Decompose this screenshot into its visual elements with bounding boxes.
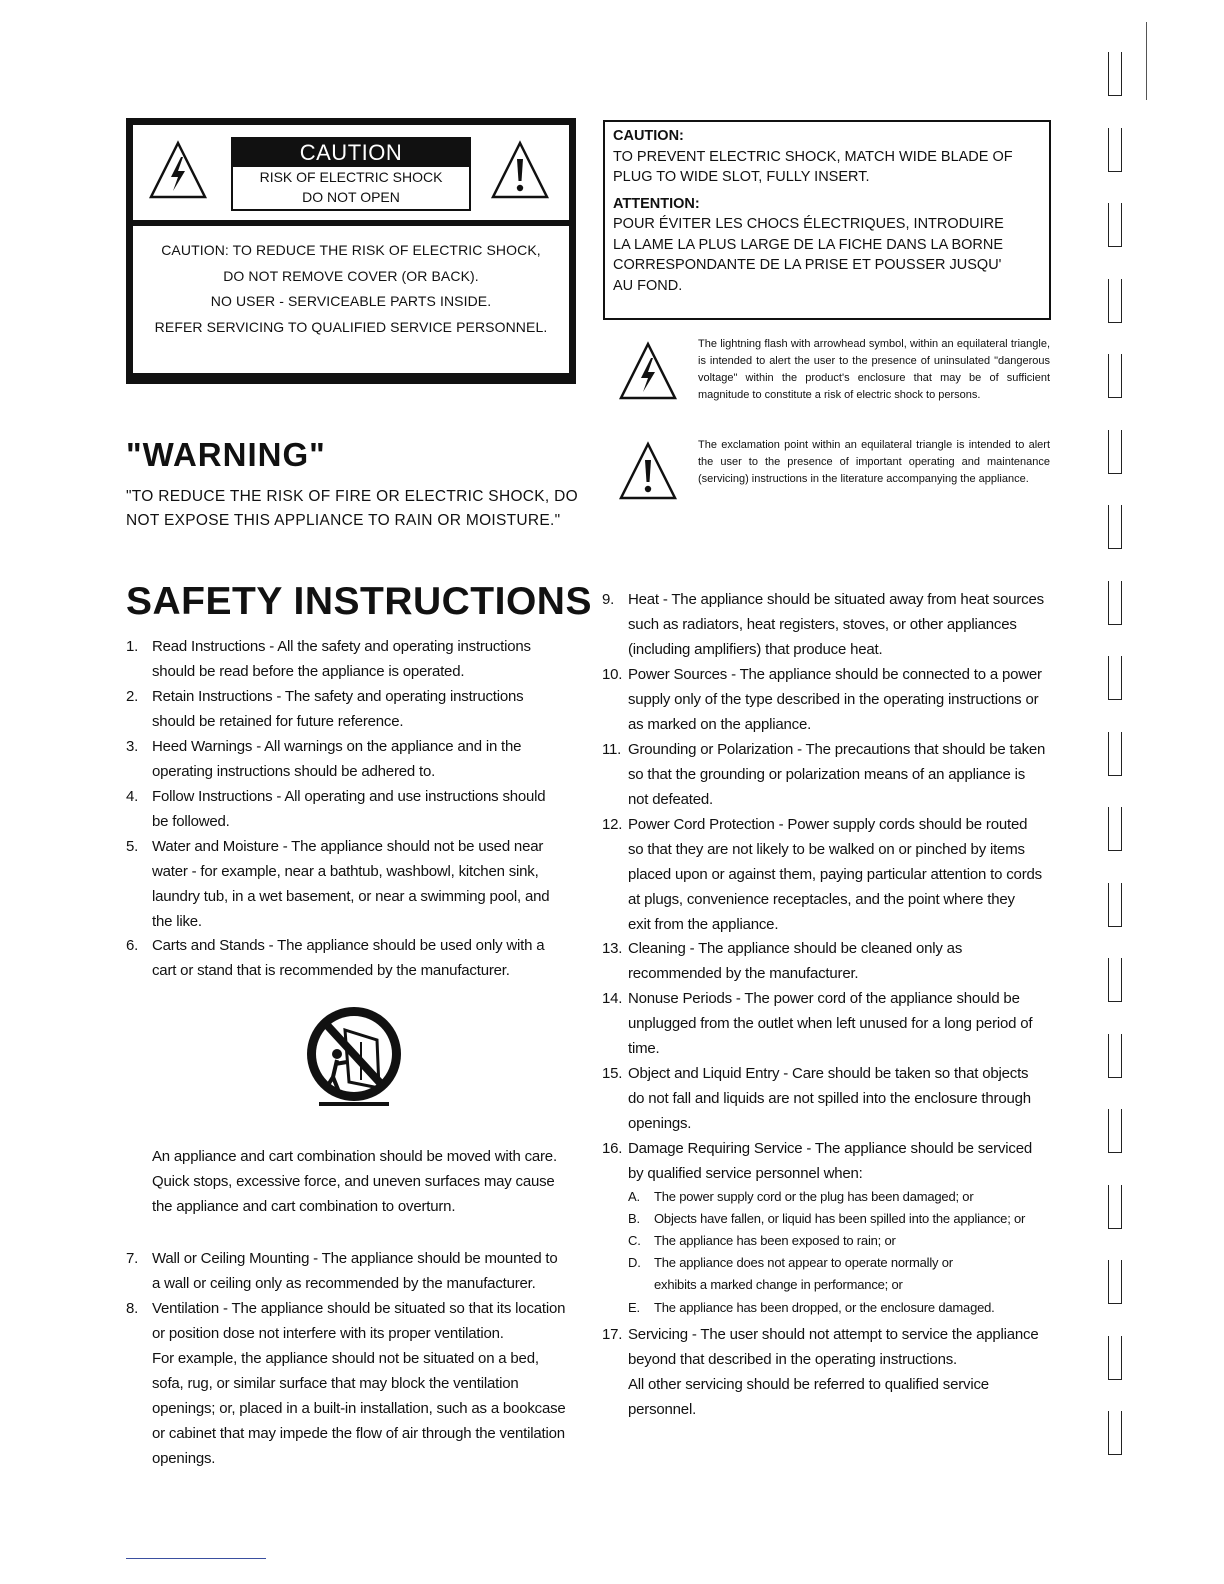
safety-item-line: Power Cord Protection - Power supply cords should be routed (628, 816, 1028, 833)
binding-mark (1108, 1336, 1122, 1380)
exclamation-symbol-description: The exclamation point within an equilateral triangle is intended to alert the user to the presence of important operating and maintenance (servicing) instructions in the literature accompanying the appliance. (698, 439, 1050, 485)
safety-item-line: should be read before the appliance is operated. (152, 663, 465, 680)
safety-item (602, 662, 1062, 737)
safety-item (126, 634, 586, 684)
safety-item-line: be followed. (152, 813, 230, 830)
safety-item-line: Carts and Stands - The appliance should be used only with a (152, 937, 545, 954)
plug-attention-line: AU FOND. (613, 277, 683, 294)
damage-subitem (628, 1230, 1058, 1252)
safety-item (602, 1322, 1062, 1422)
safety-item-number: 17. (602, 1326, 623, 1343)
safety-item (126, 734, 586, 784)
safety-item-line: placed upon or against them, paying particular attention to cords (628, 866, 1042, 883)
safety-item-number: 3. (126, 738, 139, 755)
binding-mark (1108, 1260, 1122, 1304)
safety-item (602, 737, 1062, 812)
plug-attention-line: CORRESPONDANTE DE LA PRISE ET POUSSER JUSQU' (613, 257, 1002, 273)
safety-item-line: (including amplifiers) that produce heat. (628, 641, 883, 658)
safety-item-line: Damage Requiring Service - The appliance should be serviced (628, 1140, 1032, 1157)
safety-item (602, 1061, 1062, 1136)
safety-item-number: 5. (126, 838, 139, 855)
footer-rule (126, 1558, 266, 1559)
safety-item (602, 812, 1062, 937)
binding-mark (1108, 203, 1122, 247)
safety-item-number: 1. (126, 638, 139, 655)
safety-item-line: recommended by the manufacturer. (628, 965, 859, 982)
warning-title: "WARNING" (126, 436, 326, 473)
damage-subitem (628, 1208, 1058, 1230)
damage-subitem-line: The appliance does not appear to operate normally or (654, 1255, 953, 1270)
safety-item-line: For example, the appliance should not be situated on a bed, (152, 1350, 539, 1367)
safety-item (126, 933, 586, 983)
binding-mark (1108, 505, 1122, 549)
binding-mark (1108, 1411, 1122, 1455)
safety-item (126, 834, 586, 934)
safety-item-line: supply only of the type described in the operating instructions or (628, 691, 1039, 708)
safety-item-line: Heat - The appliance should be situated away from heat sources (628, 591, 1044, 608)
safety-item-number: 7. (126, 1250, 139, 1267)
lightning-warning-icon (147, 139, 209, 201)
binding-mark (1108, 581, 1122, 625)
caution-sign-line-2: DO NOT OPEN (302, 189, 400, 205)
caution-sign (231, 137, 471, 211)
damage-subitem-line: The appliance has been dropped, or the enclosure damaged. (654, 1300, 995, 1315)
binding-mark (1108, 1185, 1122, 1229)
safety-item-line: cart or stand that is recommended by the manufacturer. (152, 962, 510, 979)
safety-item-line: exit from the appliance. (628, 916, 779, 933)
plug-caution-heading: CAUTION: (613, 128, 684, 144)
safety-item-line: All other servicing should be referred to qualified service (628, 1376, 989, 1393)
damage-subitem-line: The power supply cord or the plug has been damaged; or (654, 1189, 974, 1204)
safety-item-number: 9. (602, 591, 615, 608)
caution-header (133, 125, 569, 220)
safety-item-number: 4. (126, 788, 139, 805)
safety-item-line: a wall or ceiling only as recommended by the manufacturer. (152, 1275, 536, 1292)
safety-item (602, 587, 1062, 662)
scan-edge-line (1146, 22, 1147, 100)
binding-mark (1108, 656, 1122, 700)
binding-mark (1108, 1034, 1122, 1078)
binding-mark (1108, 807, 1122, 851)
safety-item-number: 8. (126, 1300, 139, 1317)
safety-item-line: water - for example, near a bathtub, washbowl, kitchen sink, (152, 863, 539, 880)
safety-item (126, 1246, 586, 1296)
safety-item-line: openings; or, placed in a built-in installation, such as a bookcase (152, 1400, 566, 1417)
binding-mark (1108, 958, 1122, 1002)
plug-caution-line: TO PREVENT ELECTRIC SHOCK, MATCH WIDE BLADE OF (613, 148, 1013, 165)
damage-subitem (628, 1252, 1058, 1296)
plug-caution-line: PLUG TO WIDE SLOT, FULLY INSERT. (613, 169, 870, 185)
safety-item-line: sofa, rug, or similar surface that may block the ventilation (152, 1375, 519, 1392)
caution-sign-line-1: RISK OF ELECTRIC SHOCK (259, 169, 443, 185)
caution-notice-line: CAUTION: TO REDUCE THE RISK OF ELECTRIC SHOCK, (161, 242, 541, 258)
cart-caution-paragraph (152, 1144, 582, 1219)
warning-text: "TO REDUCE THE RISK OF FIRE OR ELECTRIC SHOCK, DO NOT EXPOSE THIS APPLIANCE TO RAIN OR MOISTURE." (126, 488, 578, 529)
safety-item (126, 684, 586, 734)
safety-item-line: Power Sources - The appliance should be connected to a power (628, 666, 1042, 683)
caution-notice-line: NO USER - SERVICEABLE PARTS INSIDE. (210, 293, 492, 309)
binding-mark (1108, 430, 1122, 474)
safety-item-line: Read Instructions - All the safety and operating instructions (152, 638, 531, 655)
plug-attention-heading: ATTENTION: (613, 195, 700, 212)
binding-mark (1108, 883, 1122, 927)
safety-item-number: 14. (602, 990, 623, 1007)
binding-mark (1108, 1109, 1122, 1153)
safety-item-line: Follow Instructions - All operating and use instructions should (152, 788, 546, 805)
safety-item-line: Ventilation - The appliance should be situated so that its location (152, 1300, 566, 1317)
safety-item-line: operating instructions should be adhered to. (152, 763, 436, 780)
cart-caution-line: the appliance and cart combination to overturn. (152, 1198, 456, 1215)
safety-item-number: 16. (602, 1140, 623, 1157)
cart-caution-line: An appliance and cart combination should be moved with care. (152, 1148, 557, 1165)
safety-item (602, 936, 1062, 986)
safety-item-line: beyond that described in the operating instructions. (628, 1351, 957, 1368)
safety-item-line: Wall or Ceiling Mounting - The appliance should be mounted to (152, 1250, 558, 1267)
damage-subitem (628, 1186, 1058, 1208)
cart-tipover-warning-icon (299, 1002, 409, 1112)
safety-item-line: Heed Warnings - All warnings on the appliance and in the (152, 738, 522, 755)
safety-item-line: so that they are not likely to be walked on or pinched by items (628, 841, 1025, 858)
damage-subitem-letter: C. (628, 1233, 641, 1248)
safety-item-line: at plugs, convenience receptacles, and the point where they (628, 891, 1015, 908)
safety-item (126, 1296, 586, 1471)
safety-item-line: such as radiators, heat registers, stoves, or other appliances (628, 616, 1017, 633)
safety-item-line: openings. (152, 1450, 216, 1467)
safety-item-line: Water and Moisture - The appliance should not be used near (152, 838, 544, 855)
binding-mark (1108, 52, 1122, 96)
safety-item (602, 986, 1062, 1061)
binding-mark (1108, 354, 1122, 398)
caution-notice-line: DO NOT REMOVE COVER (OR BACK). (223, 267, 479, 284)
caution-notice-line: REFER SERVICING TO QUALIFIED SERVICE PERSONNEL. (154, 318, 548, 335)
safety-item-number: 2. (126, 688, 139, 705)
damage-subitem-letter: A. (628, 1189, 640, 1204)
safety-item-line: Servicing - The user should not attempt to service the appliance (628, 1326, 1039, 1343)
caution-label-panel (126, 118, 576, 384)
safety-item-line: Retain Instructions - The safety and operating instructions (152, 688, 524, 705)
cart-caution-line: Quick stops, excessive force, and uneven surfaces may cause (152, 1173, 555, 1190)
safety-item-line: Object and Liquid Entry - Care should be taken so that objects (628, 1065, 1029, 1082)
safety-item-number: 6. (126, 937, 139, 954)
safety-item-number: 13. (602, 940, 623, 957)
safety-item-number: 10. (602, 666, 623, 683)
damage-subitem-line: Objects have fallen, or liquid has been spilled into the appliance; or (654, 1211, 1026, 1226)
lightning-symbol-description: The lightning flash with arrowhead symbol, within an equilateral triangle, is intended to alert the user to the presence of uninsulated "dangerous voltage" within the product's enclosure that may be of sufficient magnitude to constitute a risk of electric shock to persons. (698, 338, 1050, 401)
safety-item-line: personnel. (628, 1401, 697, 1418)
damage-subitem-letter: E. (628, 1300, 640, 1315)
caution-notice (133, 226, 569, 373)
exclamation-symbol-icon (617, 440, 679, 502)
binding-mark (1108, 732, 1122, 776)
plug-attention-line: LA LAME LA PLUS LARGE DE LA FICHE DANS LA BORNE (613, 236, 1004, 253)
caution-sign-title: CAUTION (233, 139, 469, 167)
binding-mark (1108, 279, 1122, 323)
safety-item-line: unplugged from the outlet when left unused for a long period of (628, 1015, 1033, 1032)
safety-item-line: by qualified service personnel when: (628, 1165, 863, 1182)
safety-item-line: as marked on the appliance. (628, 716, 812, 733)
safety-item-number: 11. (602, 741, 622, 758)
safety-item-number: 15. (602, 1065, 623, 1082)
safety-item-line: Grounding or Polarization - The precautions that should be taken (628, 741, 1046, 758)
safety-item-line: the like. (152, 913, 202, 930)
safety-item-line: do not fall and liquids are not spilled into the enclosure through (628, 1090, 1031, 1107)
safety-instructions-title: SAFETY INSTRUCTIONS (126, 580, 592, 623)
safety-item-number: 12. (602, 816, 623, 833)
damage-subitem-letter: B. (628, 1211, 640, 1226)
safety-item (602, 1136, 1062, 1186)
safety-item-line: laundry tub, in a wet basement, or near a swimming pool, and (152, 888, 550, 905)
safety-item-line: should be retained for future reference. (152, 713, 404, 730)
safety-item-line: so that the grounding or polarization means of an appliance is (628, 766, 1026, 783)
damage-subitem-letter: D. (628, 1255, 641, 1270)
damage-subitem-line: exhibits a marked change in performance; or (654, 1277, 903, 1292)
exclamation-warning-icon (489, 139, 551, 201)
damage-subitem (628, 1297, 1058, 1319)
lightning-symbol-icon (617, 340, 679, 402)
safety-item-line: Nonuse Periods - The power cord of the appliance should be (628, 990, 1020, 1007)
plug-attention-line: POUR ÉVITER LES CHOCS ÉLECTRIQUES, INTRODUIRE (613, 216, 1004, 232)
safety-item-line: not defeated. (628, 791, 713, 808)
safety-item-line: time. (628, 1040, 660, 1057)
safety-item-line: or position dose not interfere with its proper ventilation. (152, 1325, 504, 1342)
damage-subitem-line: The appliance has been exposed to rain; or (654, 1233, 896, 1248)
safety-item-line: or cabinet that may impede the flow of air through the ventilation (152, 1425, 565, 1442)
plug-caution-panel (603, 120, 1051, 320)
safety-item-line: openings. (628, 1115, 692, 1132)
safety-item (126, 784, 586, 834)
binding-mark (1108, 128, 1122, 172)
safety-item-line: Cleaning - The appliance should be cleaned only as (628, 940, 963, 957)
